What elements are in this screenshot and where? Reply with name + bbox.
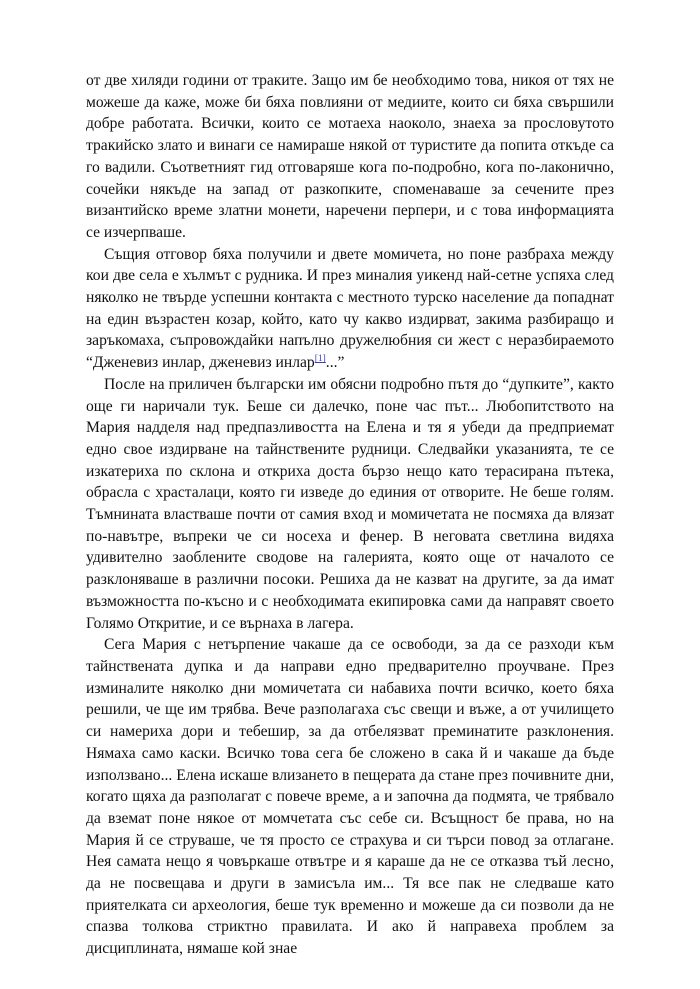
paragraph-4: Сега Мария с нетърпение чакаше да се освободи, за да се разходи към тайнствената дупка и да направи едно предварително проучване. През изминалите няколко дни момичетата си набавиха почти всичко, което бяха решили, че ще им трябва. Вече разполагаха със свещи и въже, а от училището си намериха дори и тебешир, за да отбелязват преминатите разклонения. Нямаха само каски. Всичко това сега бе сложено в сака й и чакаше да бъде използвано... Елена искаше влизането в пещерата да стане през почивните дни, когато щяха да разполагат с повече време, а и започна да подмята, че трябвало да вземат поне някое от момчетата със себе си. Всъщност бе права, но на Мария й се струваше, че тя просто се страхува и си търси повод за отлагане. Нея самата нещо я човъркаше отвътре и я караше да не се отказва тъй лесно, да не посвещава и други в замисъла им... Тя все пак не следваше като приятелката си археология, беше тук временно и можеше да си позволи да не спазва толкова стриктно правилата. И ако й направеха проблем за дисциплината, нямаше кой знае xyxy=(86,636,614,958)
footnote-link[interactable]: [1] xyxy=(314,353,326,364)
paragraph-2-text-after: ...” xyxy=(325,354,345,372)
paragraph-3: После на приличен български им обясни подробно пътя до “дупките”, както още ги наричали тук. Беше си далечко, поне час път... Любопитството на Мария надделя над предпазливостта на Елена и тя я убеди да предприемат едно свое издирване на тайнствените рудници. Следвайки указанията, те се изкатериха по склона и откриха доста бързо нещо като терасирана пътека, обрасла с храсталаци, която ги изведе до единия от отворите. Не беше голям. Тъмнината властваше почти от самия вход и момичетата не посмяха да влязат по-навътре, въпреки че си носеха и фенер. В неговата светлина видяха удивително заоблените сводове на галерията, която още от началото се разклоняваше в различни посоки. Решиха да не казват на другите, за да имат възможността по-късно и с необходимата екипировка сами да направят своето Голямо Откритие, и се върнаха в лагера. xyxy=(86,375,614,632)
paragraph-2 xyxy=(86,244,614,374)
paragraph-1: от две хиляди години от траките. Защо им бе необходимо това, никоя от тях не можеше да каже, може би бяха повлияни от медиите, които си бяха свършили добре работата. Всички, които се мотаеха наоколо, знаеха за прословутото тракийско злато и винаги се намираше някой от туристите да попита откъде са го вадили. Съответният гид отговаряше кога по-подробно, кога по-лаконично, сочейки някъде на запад от разкопките, споменаваше за сечените през византийско време златни монети, наречени перпери, и с това информацията се изчерпваше. xyxy=(86,72,614,241)
document-page xyxy=(86,70,614,960)
paragraph-2-text-before: Същия отговор бяха получили и двете момичета, но поне разбраха между кои две села е хълмът с рудника. И през миналия уикенд най-сетне успяха след няколко не твърде успешни контакта с местното турско население да попаднат на един възрастен козар, който, като чу какво издирват, закима разбиращо и заръкомаха, съпровождайки напълно дружелюбния си жест с неразбираемото “Дженевиз инлар, дженевиз инлар xyxy=(86,245,614,372)
